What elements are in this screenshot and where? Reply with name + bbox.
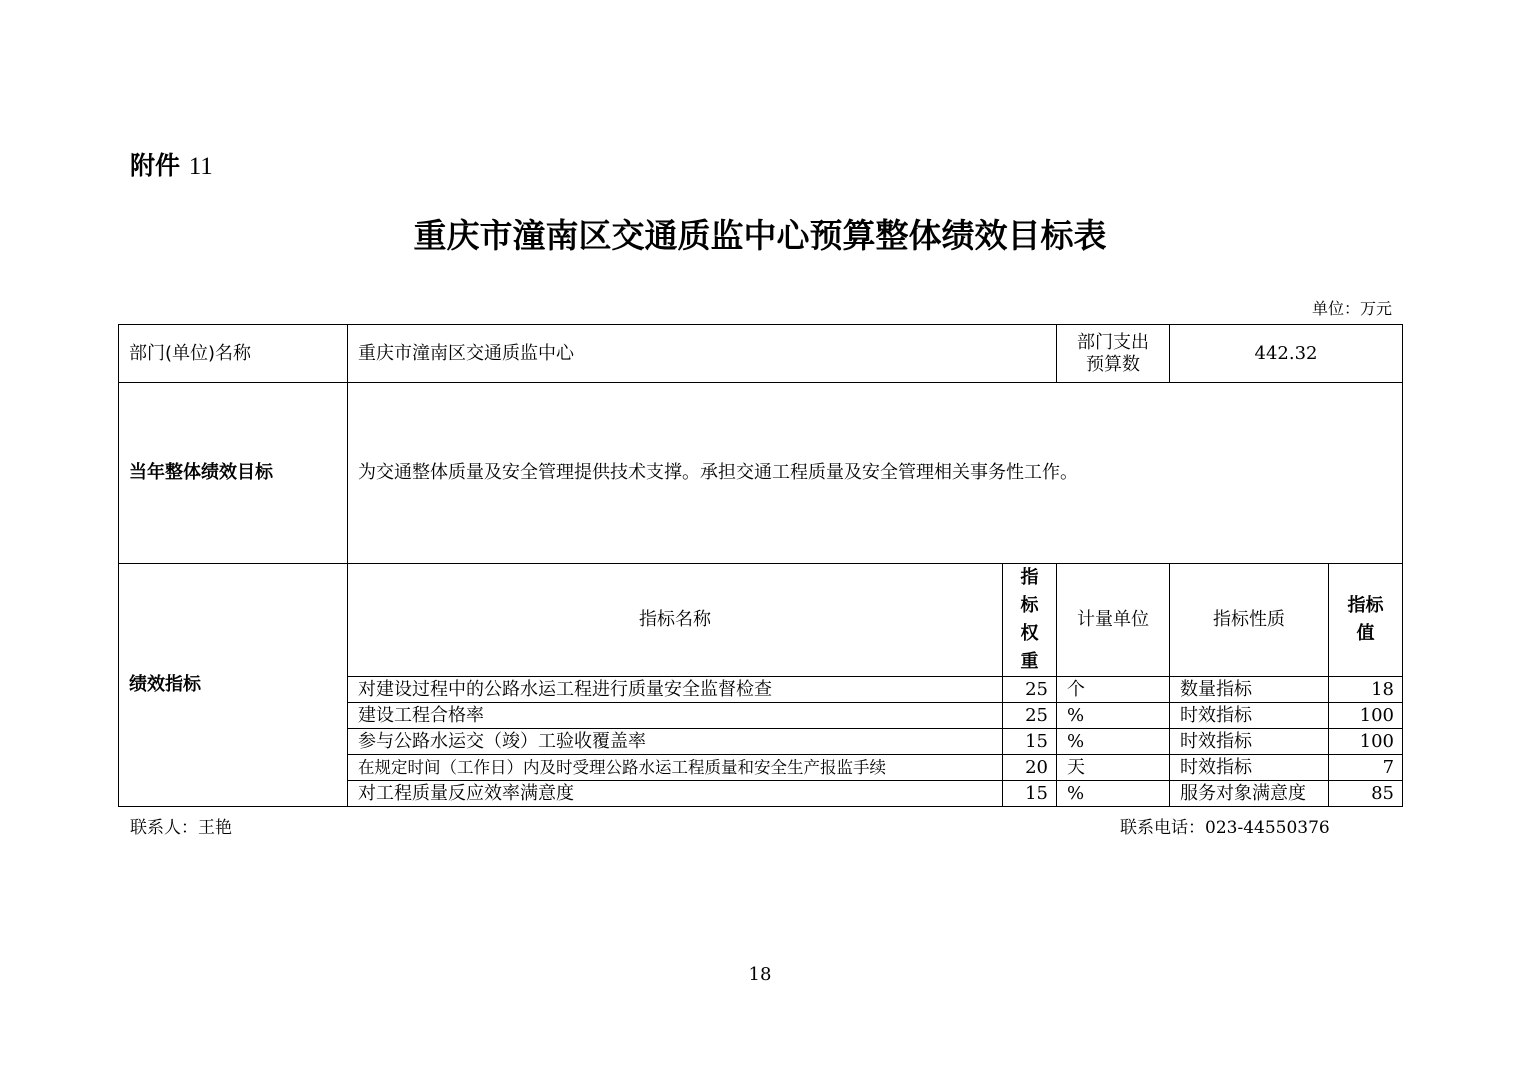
contact-person: 联系人：王艳	[130, 818, 232, 838]
indicator-nature: 服务对象满意度	[1170, 781, 1329, 807]
indicator-unit: %	[1057, 703, 1170, 729]
indicator-weight: 25	[1003, 677, 1057, 703]
indicator-value: 85	[1329, 781, 1403, 807]
indicator-name: 在规定时间（工作日）内及时受理公路水运工程质量和安全生产报监手续	[348, 755, 1003, 781]
indicator-weight: 15	[1003, 781, 1057, 807]
goal-row	[119, 383, 1403, 564]
indicator-weight: 25	[1003, 703, 1057, 729]
attachment-number: 11	[188, 153, 213, 180]
header-indicator-name: 指标名称	[348, 564, 1003, 677]
attachment-label	[130, 146, 213, 182]
goal-text: 为交通整体质量及安全管理提供技术支撑。承担交通工程质量及安全管理相关事务性工作。	[348, 383, 1403, 564]
indicator-header-row	[119, 564, 1403, 677]
indicator-nature: 时效指标	[1170, 755, 1329, 781]
indicator-name: 对工程质量反应效率满意度	[348, 781, 1003, 807]
indicator-nature: 数量指标	[1170, 677, 1329, 703]
header-weight-char: 指	[1020, 567, 1039, 588]
indicator-unit: %	[1057, 729, 1170, 755]
dept-row	[119, 325, 1403, 383]
dept-value: 重庆市潼南区交通质监中心	[348, 325, 1057, 383]
budget-value: 442.32	[1170, 325, 1403, 383]
indicator-value: 100	[1329, 703, 1403, 729]
indicator-weight: 20	[1003, 755, 1057, 781]
indicator-name: 建设工程合格率	[348, 703, 1003, 729]
contact-phone: 联系电话：023-44550376	[1120, 818, 1330, 838]
page-title: 重庆市潼南区交通质监中心预算整体绩效目标表	[413, 216, 1107, 255]
performance-table	[118, 324, 1403, 807]
header-weight-char: 重	[1020, 651, 1039, 672]
indicator-weight: 15	[1003, 729, 1057, 755]
indicator-unit: 天	[1057, 755, 1170, 781]
budget-label	[1057, 325, 1170, 383]
header-value	[1329, 564, 1403, 677]
page-number: 18	[748, 964, 772, 985]
indicator-name: 对建设过程中的公路水运工程进行质量安全监督检查	[348, 677, 1003, 703]
indicator-nature: 时效指标	[1170, 729, 1329, 755]
indicator-value: 18	[1329, 677, 1403, 703]
header-weight	[1003, 564, 1057, 677]
indicator-value: 7	[1329, 755, 1403, 781]
budget-label-line2: 预算数	[1086, 353, 1140, 375]
indicator-unit: 个	[1057, 677, 1170, 703]
indicator-name: 参与公路水运交（竣）工验收覆盖率	[348, 729, 1003, 755]
goal-label: 当年整体绩效目标	[119, 383, 348, 564]
header-weight-char: 权	[1020, 623, 1039, 644]
indicator-nature: 时效指标	[1170, 703, 1329, 729]
header-value-line2: 值	[1356, 623, 1375, 644]
attachment-prefix: 附件	[130, 151, 181, 180]
budget-label-line1: 部门支出	[1077, 331, 1149, 353]
dept-label: 部门(单位)名称	[119, 325, 348, 383]
header-value-line1: 指标	[1347, 595, 1384, 616]
indicator-value: 100	[1329, 729, 1403, 755]
header-unit: 计量单位	[1057, 564, 1170, 677]
indicators-label: 绩效指标	[119, 564, 348, 807]
header-weight-char: 标	[1020, 595, 1039, 616]
header-nature: 指标性质	[1170, 564, 1329, 677]
indicator-unit: %	[1057, 781, 1170, 807]
unit-label: 单位：万元	[1311, 299, 1392, 318]
